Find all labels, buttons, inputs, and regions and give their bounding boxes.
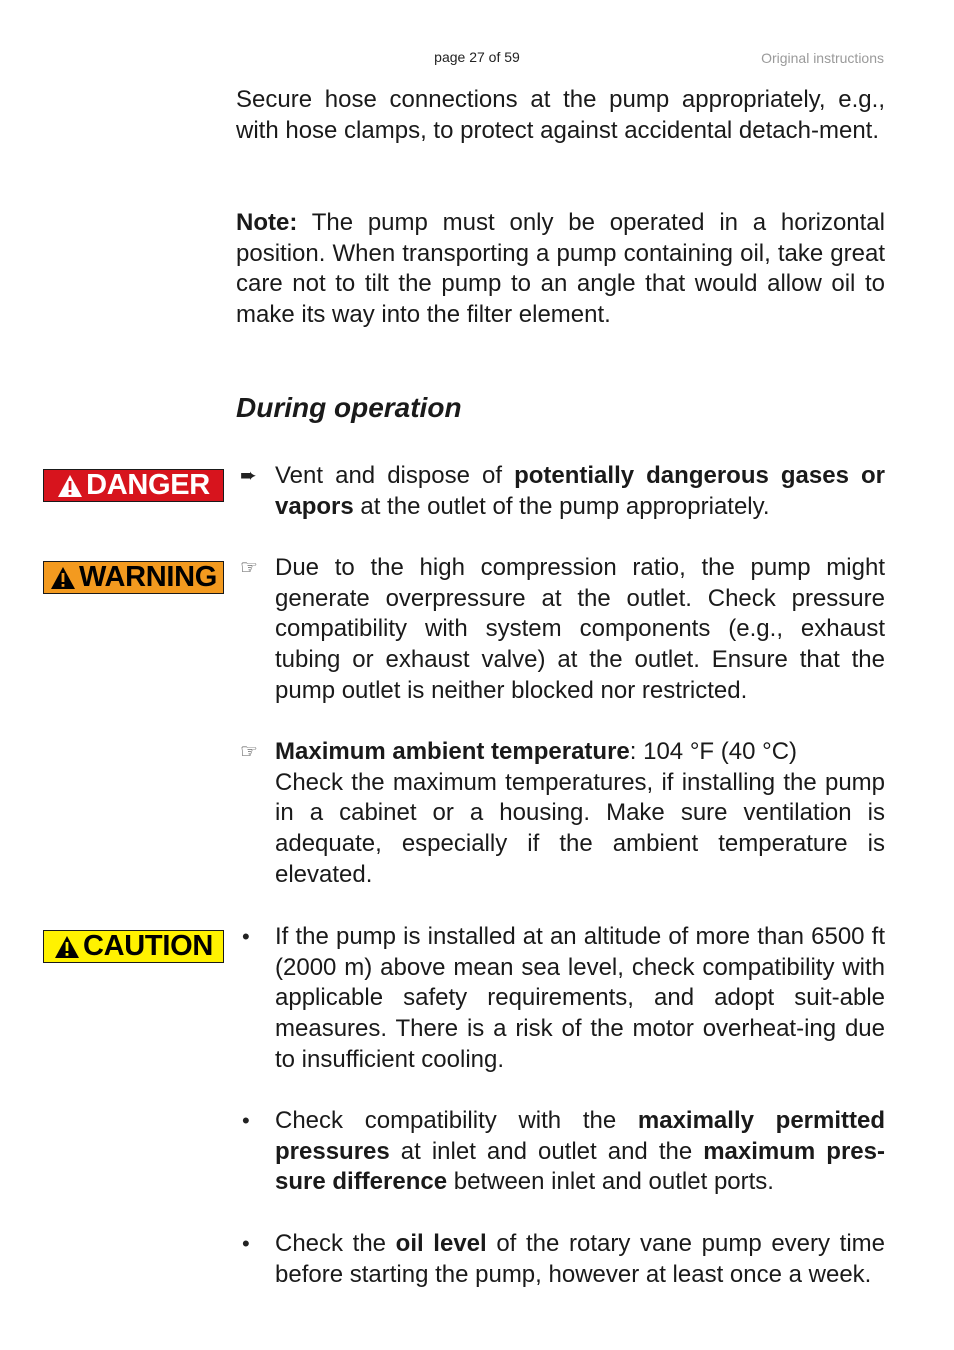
warning-item-text: Due to the high compression ratio, the pump might generate overpressure at the outlet. Check pressure compatibility with system components (e.g., exhaust tubing or exhaust valve) at the outlet. Ensure that the pump outlet is neither blocked nor restricted. [275, 554, 885, 704]
document-label: Original instructions [761, 50, 884, 66]
section-heading: During operation [236, 392, 462, 423]
temperature-description: Check the maximum temperatures, if installing the pump in a cabinet or a housing. Make sure ventilation is adequate, especially if the ambient temperature is elevated. [275, 768, 885, 888]
oil-level-list-item [240, 1229, 885, 1290]
temperature-label: Maximum ambient temperature [275, 738, 630, 765]
pressure-text-3: between inlet and outlet ports. [447, 1168, 774, 1196]
oil-text-2: of the rotary vane pump every time before starting the pump, however at least once a week. [275, 1230, 885, 1288]
oil-bold: oil level [395, 1230, 487, 1257]
pressure-text-1: Check compatibility with the [275, 1107, 638, 1134]
pressure-list-item [240, 1106, 885, 1198]
warning-triangle-icon [50, 566, 76, 590]
warning-label: WARNING [78, 561, 218, 593]
note-paragraph [236, 208, 885, 331]
pressure-bold-2: maximum pres-sure difference [275, 1137, 885, 1196]
danger-list-item [240, 461, 885, 522]
danger-label: DANGER [86, 469, 210, 501]
warning-triangle-icon [54, 935, 80, 959]
note-text: The pump must only be operated in a horizontal position. When transporting a pump containing oil, take great care not to tilt the pump to an angle that would allow oil to make its way into the filter element. [236, 209, 885, 329]
danger-item-text-end: at the outlet of the pump appropriately. [353, 492, 770, 520]
danger-badge [43, 469, 224, 502]
pointing-hand-icon: ☞ [240, 557, 258, 579]
oil-text-1: Check the [275, 1230, 396, 1257]
caution-badge [43, 930, 224, 963]
arrow-icon: ➨ [240, 465, 257, 487]
warning-badge [43, 561, 224, 594]
danger-item-bold: potentially dangerous gases or vapors [275, 462, 886, 520]
altitude-list-item [240, 922, 885, 1076]
warning-list-item [240, 553, 885, 707]
pointing-hand-icon: ☞ [240, 741, 258, 763]
pressure-text-2: at inlet and outlet and the [389, 1137, 704, 1165]
bullet-icon: • [242, 1108, 250, 1133]
danger-item-text: Vent and dispose of [275, 462, 515, 489]
hose-connection-paragraph: Secure hose connections at the pump appropriately, e.g., with hose clamps, to protect against accidental detach-ment. [236, 86, 885, 144]
temperature-list-item [240, 737, 885, 891]
pressure-bold-1: maximally permitted pressures [275, 1107, 886, 1165]
bullet-icon: • [242, 924, 250, 949]
temperature-value: : 104 °F (40 °C) [629, 738, 798, 765]
page-number: page 27 of 59 [434, 49, 520, 65]
caution-label: CAUTION [82, 930, 213, 962]
bullet-icon: • [242, 1231, 250, 1256]
warning-triangle-icon [57, 474, 83, 498]
note-label: Note: [236, 209, 298, 236]
altitude-item-text: If the pump is installed at an altitude of more than 6500 ft (2000 m) above mean sea level, check compatibility with applicable safety requirements, and adopt suit-able measures. There is a risk of the motor overheat-ing due to insufficient cooling. [275, 923, 885, 1073]
